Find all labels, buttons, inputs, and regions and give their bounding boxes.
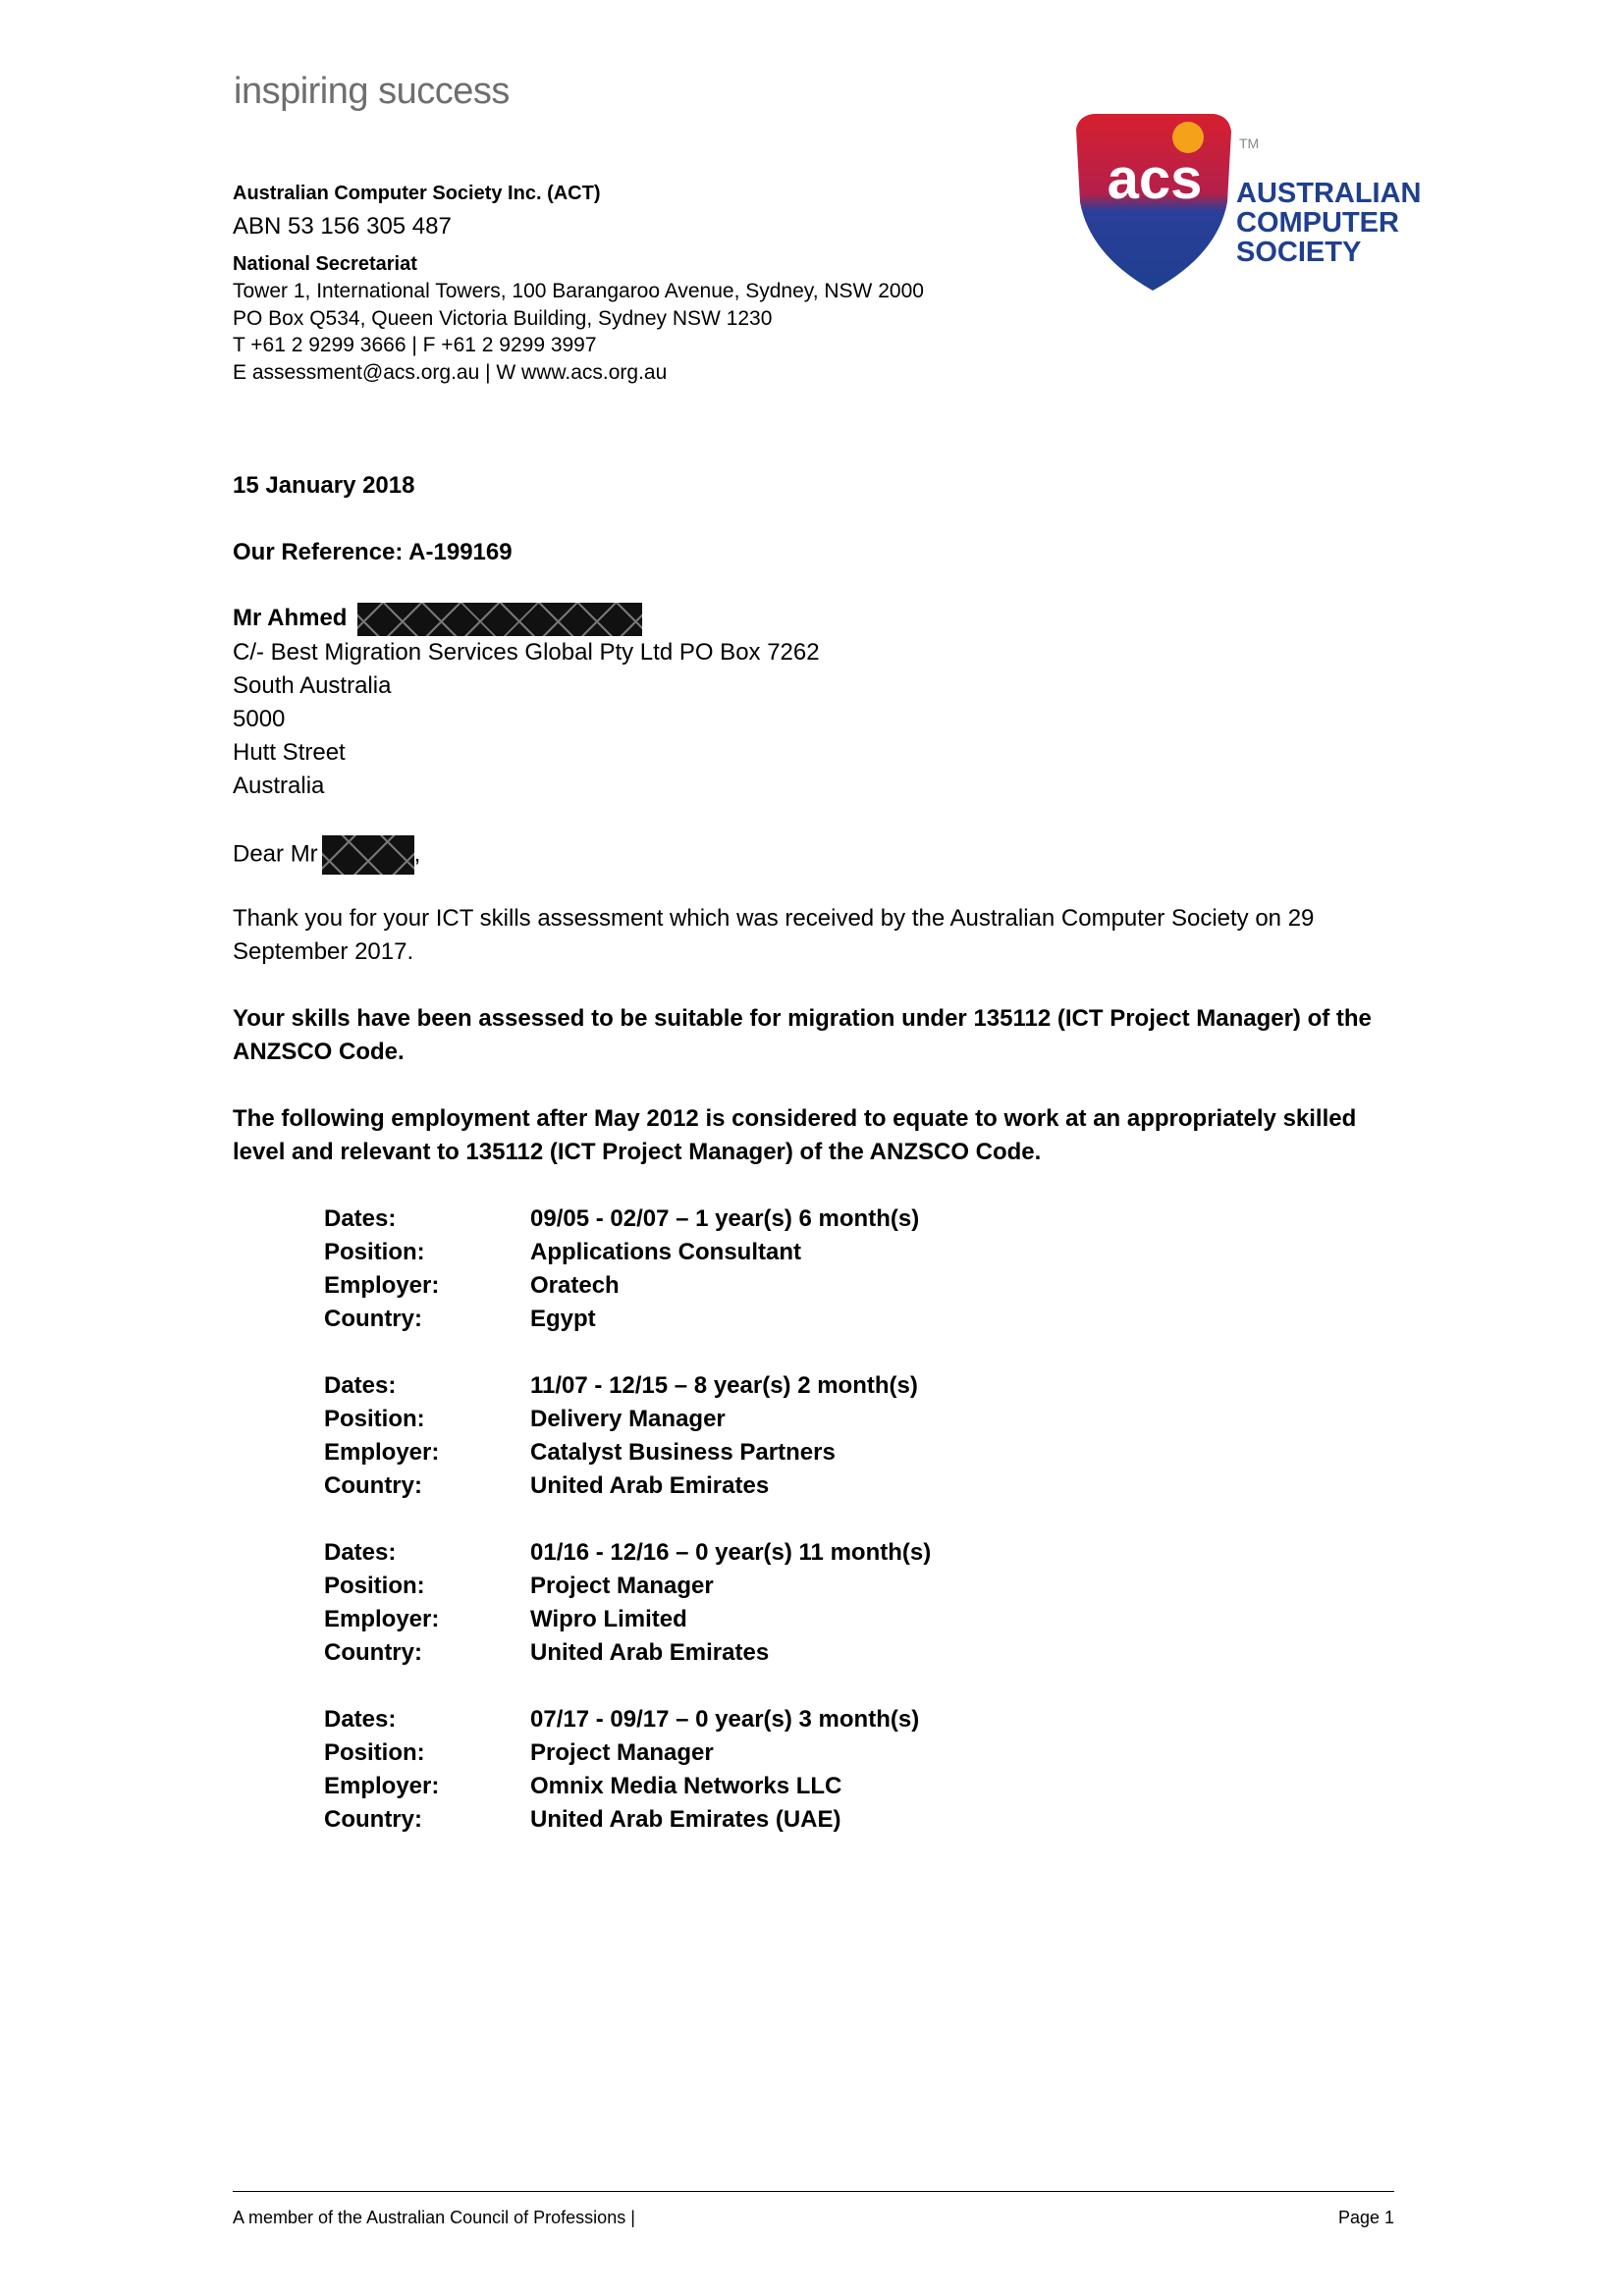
value: United Arab Emirates (UAE) xyxy=(530,1806,841,1833)
employment-position xyxy=(324,1736,1208,1770)
redaction-block xyxy=(357,603,642,636)
employment-entry xyxy=(324,1369,1208,1503)
label: Employer: xyxy=(324,1606,440,1632)
employment-dates xyxy=(324,1369,1208,1403)
address-line: PO Box Q534, Queen Victoria Building, Sydney NSW 1230 xyxy=(233,306,773,330)
label: Employer: xyxy=(324,1439,440,1466)
paragraph-employment: The following employment after May 2012 is considered to equate to work at an appropriately skilled level and relevant to 135112 (ICT Project Manager) of the ANZSCO Code. xyxy=(233,1105,1357,1165)
value: United Arab Emirates xyxy=(530,1639,770,1666)
logo-line-2: COMPUTER xyxy=(1236,207,1399,239)
value: 07/17 - 09/17 – 0 year(s) 3 month(s) xyxy=(530,1706,920,1733)
page-number: Page 1 xyxy=(1337,2208,1394,2227)
value: Oratech xyxy=(530,1272,620,1299)
salutation-comma: , xyxy=(413,840,421,868)
tagline: inspiring success xyxy=(234,71,510,112)
recipient-name: Mr Ahmed xyxy=(233,605,348,631)
label: Dates: xyxy=(324,1539,397,1566)
letterhead xyxy=(233,180,1116,386)
label: Position: xyxy=(324,1573,425,1599)
abn: ABN 53 156 305 487 xyxy=(233,213,452,240)
value: Wipro Limited xyxy=(530,1606,687,1632)
employment-country xyxy=(324,1469,1208,1503)
label: Country: xyxy=(324,1306,422,1332)
employment-dates xyxy=(324,1536,1208,1570)
recipient-address-line: Hutt Street xyxy=(233,738,346,766)
employment-country xyxy=(324,1636,1208,1670)
label: Dates: xyxy=(324,1706,397,1733)
value: 01/16 - 12/16 – 0 year(s) 11 month(s) xyxy=(530,1539,932,1566)
label: Position: xyxy=(324,1239,425,1265)
employment-entry xyxy=(324,1536,1208,1670)
redaction-block xyxy=(322,835,414,875)
trademark-mark: TM xyxy=(1239,135,1260,151)
label: Employer: xyxy=(324,1272,440,1299)
employment-position xyxy=(324,1570,1208,1603)
salutation-text: Dear Mr xyxy=(233,840,318,868)
value: 11/07 - 12/15 – 8 year(s) 2 month(s) xyxy=(530,1372,918,1399)
paragraph-assessment: Your skills have been assessed to be suitable for migration under 135112 (ICT Project Manager) of the ANZSCO Code. xyxy=(233,1005,1372,1065)
value: Project Manager xyxy=(530,1739,714,1766)
recipient-address-line: 5000 xyxy=(233,705,286,732)
recipient-address-line: C/- Best Migration Services Global Pty Ltd PO Box 7262 xyxy=(233,638,820,666)
footer-divider xyxy=(233,2191,1394,2192)
label: Country: xyxy=(324,1806,422,1833)
value: United Arab Emirates xyxy=(530,1472,770,1499)
address-line: Tower 1, International Towers, 100 Barangaroo Avenue, Sydney, NSW 2000 xyxy=(233,280,924,302)
letter-date: 15 January 2018 xyxy=(233,472,415,499)
label: Country: xyxy=(324,1639,422,1666)
employment-country xyxy=(324,1803,1208,1837)
recipient-address-line: South Australia xyxy=(233,671,392,699)
label: Dates: xyxy=(324,1205,397,1232)
address-line: E assessment@acs.org.au | W www.acs.org.au xyxy=(233,360,668,384)
recipient-address-line: Australia xyxy=(233,772,325,799)
label: Position: xyxy=(324,1406,425,1432)
label: Dates: xyxy=(324,1372,397,1399)
value: 09/05 - 02/07 – 1 year(s) 6 month(s) xyxy=(530,1205,920,1232)
secretariat-title: National Secretariat xyxy=(233,253,417,275)
footer-membership: A member of the Australian Council of Professions | xyxy=(233,2208,635,2227)
employment-position xyxy=(324,1403,1208,1436)
logo-line-3: SOCIETY xyxy=(1236,237,1362,268)
label: Country: xyxy=(324,1472,422,1499)
employment-position xyxy=(324,1236,1208,1269)
employment-employer xyxy=(324,1603,1208,1636)
value: Omnix Media Networks LLC xyxy=(530,1773,842,1799)
employment-entry xyxy=(324,1703,1208,1837)
employment-dates xyxy=(324,1703,1208,1736)
value: Egypt xyxy=(530,1306,596,1332)
logo-wordmark xyxy=(1236,179,1422,267)
reference: Our Reference: A-199169 xyxy=(233,539,513,565)
employment-country xyxy=(324,1303,1208,1336)
value: Project Manager xyxy=(530,1573,714,1599)
employment-dates xyxy=(324,1202,1208,1236)
recipient-name-line xyxy=(233,602,1391,636)
employment-entry xyxy=(324,1202,1208,1336)
org-name: Australian Computer Society Inc. (ACT) xyxy=(233,183,601,204)
employment-employer xyxy=(324,1436,1208,1469)
paragraph-intro: Thank you for your ICT skills assessment which was received by the Australian Computer Society on 29 September 2017. xyxy=(233,905,1315,965)
logo-mark: acs xyxy=(1107,147,1203,211)
label: Employer: xyxy=(324,1773,440,1799)
value: Delivery Manager xyxy=(530,1406,726,1432)
employment-employer xyxy=(324,1269,1208,1303)
recipient-block xyxy=(233,602,1391,803)
employment-employer xyxy=(324,1770,1208,1803)
salutation xyxy=(233,835,1391,875)
label: Position: xyxy=(324,1739,425,1766)
logo-line-1: AUSTRALIAN xyxy=(1236,178,1422,209)
value: Catalyst Business Partners xyxy=(530,1439,836,1466)
value: Applications Consultant xyxy=(530,1239,801,1265)
address-line: T +61 2 9299 3666 | F +61 2 9299 3997 xyxy=(233,334,597,356)
